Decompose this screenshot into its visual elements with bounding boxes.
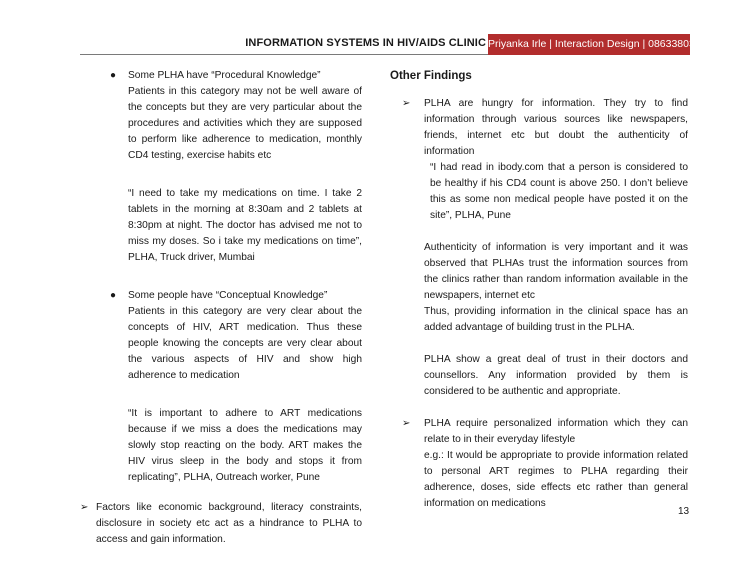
author-badge: Priyanka Irle | Interaction Design | 08633803 <box>488 34 690 55</box>
quote: “I need to take my medications on time. I take 2 tablets in the morning at 8:30am and 2 tablets at 8:30pm at night. The doctor has advised me not to miss my doses. So i take my medications on time”, PLHA, Truck driver, Mumbai <box>128 188 362 263</box>
bullet-dot: ● <box>110 70 117 81</box>
bullet-label: Some PLHA have “Procedural Knowledge” <box>128 70 321 81</box>
quote: “It is important to adhere to ART medications because if we miss a does the medications may slowly stop reacting on the body. ART makes the HIV virus sleep in the body and stops it from replicating”, PLHA, Outreach worker, Pune <box>128 408 362 483</box>
example-text: e.g.: It would be appropriate to provide information related to personal ART regimes to PLHA regarding their adherence, doses, side effects etc rather than general information on medications <box>424 450 688 509</box>
finding-personalized <box>388 416 688 512</box>
authenticity-text: Authenticity of information is very important and it was observed that PLHAs trust the information sources from the clinics rather than random information available in the newspapers, internet etc <box>424 242 688 301</box>
bullet-text: Patients in this category may not be well aware of the concepts but they are very particular about the procedures and activities which they are supposed to perform like adherence to medication, monthly CD4 testing, exercise habits etc <box>128 86 362 161</box>
finding-text: PLHA require personalized information which they can relate to in their everyday lifestyle <box>424 418 688 445</box>
quote: “I had read in ibody.com that a person is considered to be healthy if his CD4 count is above 250. I don’t believe this as some non medical people have posted it on the site”, PLHA, Pune <box>430 162 688 221</box>
bullet-procedural <box>80 68 362 266</box>
arrow-bullet-icon: ➢ <box>80 502 89 513</box>
right-column <box>388 60 688 512</box>
factors-item <box>80 500 362 548</box>
left-column <box>80 60 362 548</box>
bullet-text: Patients in this category are very clear about the concepts of HIV, ART medication. Thus these people knowing the concepts are very clear about the various aspects of HIV and show high adherence to medication <box>128 306 362 381</box>
page-number: 13 <box>678 506 690 517</box>
factors-text: Factors like economic background, literacy constraints, disclosure in society etc act as a hindrance to PLHA to access and gain information. <box>96 502 362 545</box>
finding-hungry <box>388 96 688 400</box>
page-header <box>0 34 750 56</box>
arrow-bullet-icon: ➢ <box>402 418 411 429</box>
finding-text: PLHA are hungry for information. They try to find information through various sources like newspapers, friends, internet etc but doubt the authenticity of information <box>424 98 688 157</box>
section-heading: Other Findings <box>390 70 472 82</box>
document-title: INFORMATION SYSTEMS IN HIV/AIDS CLINIC <box>245 37 486 49</box>
thus-text: Thus, providing information in the clinical space has an added advantage of building trust in the PLHA. <box>424 306 688 333</box>
bullet-label: Some people have “Conceptual Knowledge” <box>128 290 328 301</box>
arrow-bullet-icon: ➢ <box>402 98 411 109</box>
bullet-dot: ● <box>110 290 117 301</box>
trust-text: PLHA show a great deal of trust in their doctors and counsellors. Any information provided by them is considered to be authentic and appropriate. <box>424 354 688 397</box>
bullet-conceptual <box>80 288 362 486</box>
